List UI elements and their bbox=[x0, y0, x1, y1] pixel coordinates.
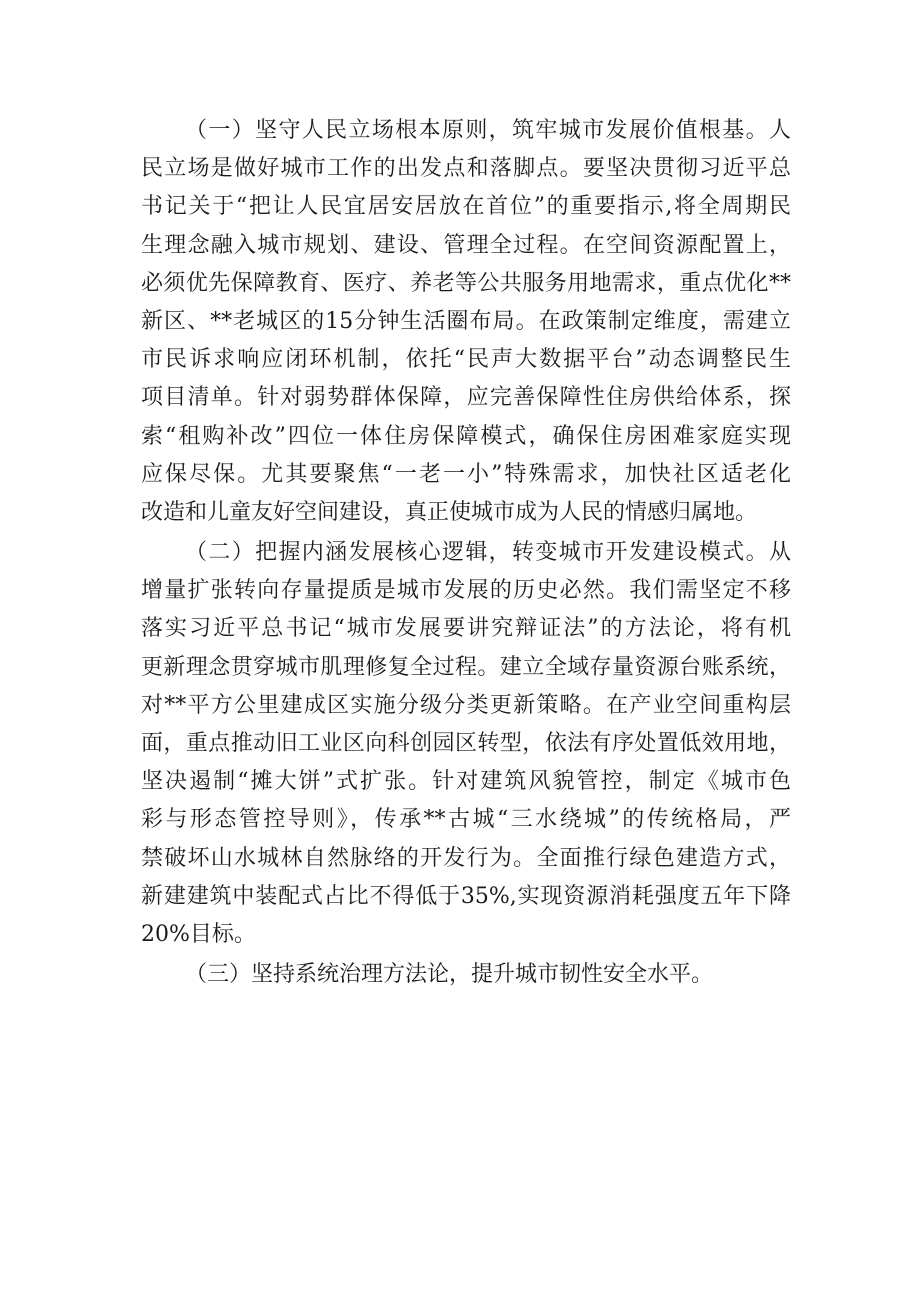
text-line: 坚决遏制“摊大饼”式扩张。针对建筑风貌管控，制定《城市色 bbox=[141, 769, 791, 795]
paragraph-3 bbox=[141, 956, 791, 994]
document-body bbox=[141, 112, 791, 994]
text-line: 生理念融入城市规划、建设、管理全过程。在空间资源配置上， bbox=[141, 232, 791, 258]
text-line: 项目清单。针对弱势群体保障，应完善保障性住房供给体系，探 bbox=[141, 385, 791, 411]
text-line: （二）把握内涵发展核心逻辑，转变城市开发建设模式。从 bbox=[185, 540, 791, 566]
paragraph-2 bbox=[141, 534, 791, 954]
text-line: 对**平方公里建成区实施分级分类更新策略。在产业空间重构层 bbox=[141, 692, 791, 718]
text-line: 必须优先保障教育、医疗、养老等公共服务用地需求，重点优化** bbox=[141, 270, 791, 296]
text-line: （一）坚守人民立场根本原则，筑牢城市发展价值根基。人 bbox=[185, 118, 791, 143]
text-line: 民立场是做好城市工作的出发点和落脚点。要坚决贯彻习近平总 bbox=[141, 156, 791, 182]
text-line: 新建建筑中装配式占比不得低于35%,实现资源消耗强度五年下降 bbox=[141, 883, 791, 909]
text-line: 书记关于“把让人民宜居安居放在首位”的重要指示,将全周期民 bbox=[141, 194, 791, 220]
text-line: 禁破坏山水城林自然脉络的开发行为。全面推行绿色建造方式， bbox=[141, 845, 791, 871]
text-line: 面，重点推动旧工业区向科创园区转型，依法有序处置低效用地， bbox=[141, 731, 791, 756]
text-line: 新区、**老城区的15分钟生活圈布局。在政策制定维度，需建立 bbox=[141, 308, 791, 334]
text-line: 彩与形态管控导则》，传承**古城“三水绕城”的传统格局，严 bbox=[141, 807, 791, 833]
text-line: 20%目标。 bbox=[141, 921, 256, 947]
text-line: 市民诉求响应闭环机制，依托“民声大数据平台”动态调整民生 bbox=[141, 347, 791, 373]
text-line: 应保尽保。尤其要聚焦“一老一小”特殊需求，加快社区适老化 bbox=[141, 461, 791, 487]
text-line: 增量扩张转向存量提质是城市发展的历史必然。我们需坚定不移 bbox=[141, 578, 791, 604]
text-line: （三）坚持系统治理方法论，提升城市韧性安全水平。 bbox=[185, 962, 714, 988]
text-line: 改造和儿童友好空间建设，真正使城市成为人民的情感归属地。 bbox=[141, 499, 758, 525]
text-line: 索“租购补改”四位一体住房保障模式，确保住房困难家庭实现 bbox=[141, 423, 791, 449]
text-line: 落实习近平总书记“城市发展要讲究辩证法”的方法论，将有机 bbox=[141, 616, 791, 642]
text-line: 更新理念贯穿城市肌理修复全过程。建立全域存量资源台账系统， bbox=[141, 654, 791, 680]
paragraph-1 bbox=[141, 112, 791, 532]
